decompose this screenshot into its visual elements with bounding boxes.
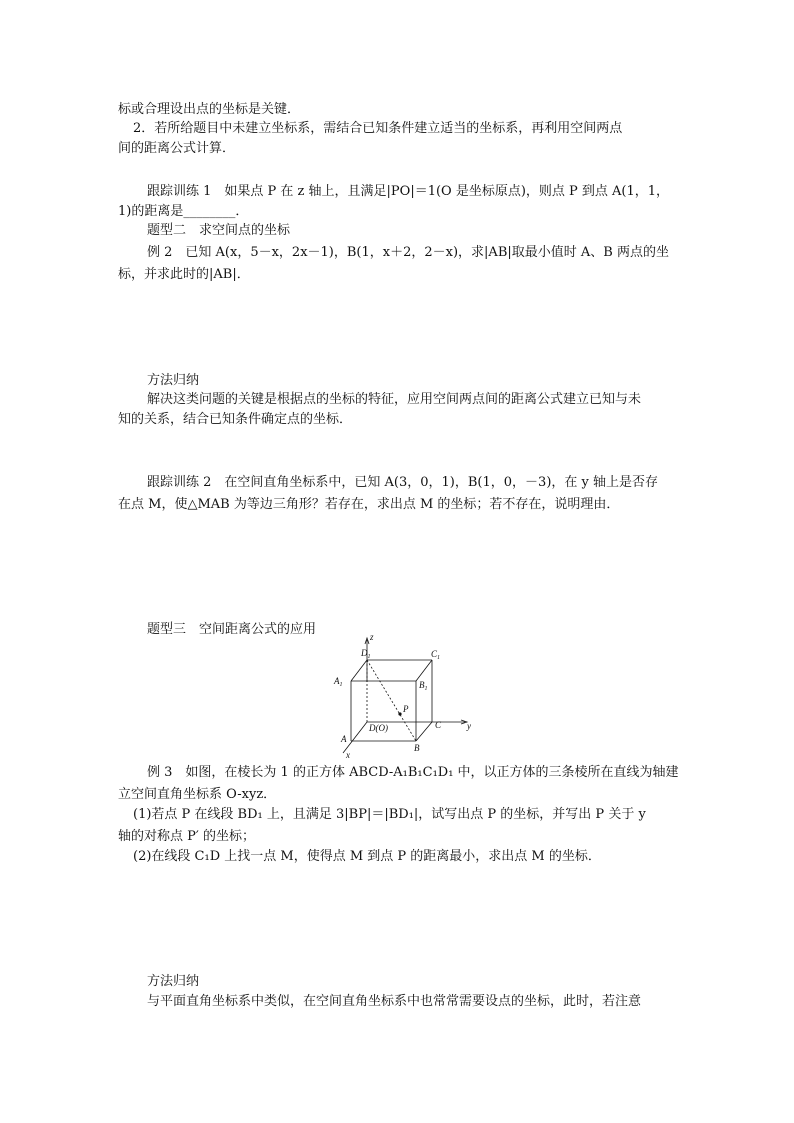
- method-summary-heading: 方法归纳: [147, 373, 200, 388]
- example-3-part-1: 轴的对称点 P′ 的坐标；: [118, 829, 255, 844]
- example-3-part-2: (2)在线段 C₁D 上找一点 M，使得点 M 到点 P 的距离最小，求出点 M 的坐标．: [133, 849, 601, 864]
- cube-coordinate-figure: [334, 630, 477, 760]
- method-summary-text: 解决这类问题的关键是根据点的坐标的特征，应用空间两点间的距离公式建立已知与未: [147, 392, 642, 407]
- label-y: y: [467, 721, 471, 731]
- practice-1-text: 1)的距离是________．: [118, 204, 249, 219]
- label-a1: $A_1$: [334, 676, 343, 688]
- label-d1: $D_1$: [361, 648, 371, 660]
- label-c1: $C_1$: [431, 649, 441, 661]
- practice-2-text: 跟踪训练 2 在空间直角坐标系中，已知 A(3，0，1)，B(1，0，－3)，在 y 轴上是否存: [147, 475, 658, 490]
- cube-edge: [416, 722, 432, 741]
- method-summary-text: 与平面直角坐标系中类似，在空间直角坐标系中也常常需要设点的坐标，此时，若注意: [147, 994, 642, 1009]
- label-p: P: [403, 704, 409, 714]
- label-a: A: [341, 734, 347, 744]
- label-do: D(O): [369, 723, 388, 733]
- example-3-text: 立空间直角坐标系 O-xyz．: [118, 787, 277, 802]
- label-b1: $B_1$: [419, 680, 428, 692]
- example-3-part-1: (1)若点 P 在线段 BD₁ 上，且满足 3|BP|＝|BD₁|，试写出点 P 的坐标，并写出 P 关于 y: [133, 807, 646, 822]
- method-summary-text: 知的关系，结合已知条件确定点的坐标．: [118, 412, 353, 427]
- cube-edge: [416, 660, 432, 681]
- example-2-text: 例 2 已知 A(x，5－x，2x－1)，B(1，x＋2，2－x)，求|AB|取最小值时 A、B 两点的坐: [147, 245, 669, 260]
- method-summary-heading: 方法归纳: [147, 974, 200, 989]
- practice-2-text: 在点 M，使△MAB 为等边三角形？若存在，求出点 M 的坐标；若不存在，说明理由．: [118, 497, 620, 512]
- section-heading: 题型二 求空间点的坐标: [147, 223, 291, 238]
- section-heading: 题型三 空间距离公式的应用: [147, 622, 317, 637]
- text-line: 间的距离公式计算．: [118, 141, 236, 156]
- point-p: [398, 712, 401, 715]
- label-z: z: [370, 632, 374, 642]
- text-line: 标或合理设出点的坐标是关键．: [118, 102, 301, 117]
- label-b: B: [414, 743, 420, 753]
- label-x: x: [346, 750, 350, 760]
- x-axis: [343, 722, 367, 753]
- label-c: C: [435, 720, 442, 730]
- text-line: 2．若所给题目中未建立坐标系，需结合已知条件建立适当的坐标系，再利用空间两点: [133, 121, 623, 136]
- example-3-text: 例 3 如图，在棱长为 1 的正方体 ABCD-A₁B₁C₁D₁ 中，以正方体的三条棱所在直线为轴建: [147, 765, 679, 780]
- example-2-text: 标，并求此时的|AB|．: [118, 267, 250, 282]
- cube-edge: [351, 660, 367, 681]
- practice-1-text: 跟踪训练 1 如果点 P 在 z 轴上，且满足|PO|＝1(O 是坐标原点)，则点 P 到点 A(1，1，: [147, 184, 670, 199]
